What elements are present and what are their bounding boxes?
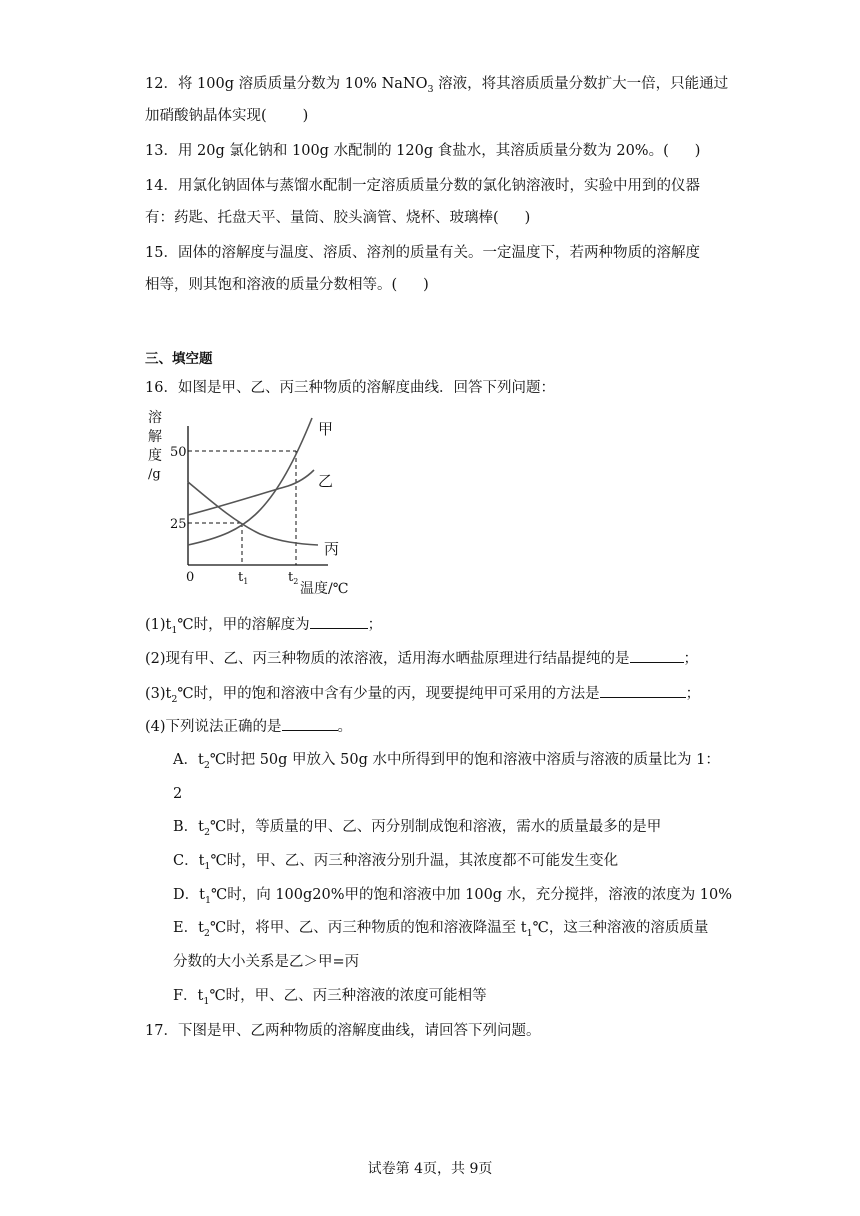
- q16-option-a-line2: 2: [173, 786, 183, 802]
- q16-option-d-text: D．t: [173, 887, 205, 903]
- q16-option-f-text: F．t: [173, 988, 204, 1004]
- graph-ylabel-3: /g: [148, 467, 161, 482]
- q16-p4-text: (4)下列说法正确的是: [145, 719, 282, 735]
- q13-text: 13．用 20g 氯化钠和 100g 水配制的 120g 食盐水，其溶质质量分数为 20%。(: [145, 143, 669, 159]
- q12-subscript: 3: [427, 83, 434, 95]
- solubility-graph: [140, 406, 349, 598]
- q16-option-d-sub: 1: [204, 894, 211, 906]
- q16-part4: [145, 716, 352, 737]
- graph-ylabel-2: 度: [148, 448, 162, 464]
- q16-option-e: [173, 918, 708, 938]
- q16-option-b-sub: 2: [203, 826, 211, 838]
- q16-option-c-sub: 1: [204, 860, 211, 872]
- q16-option-e-sub: 2: [203, 927, 210, 939]
- q16-p3-blank[interactable]: [600, 683, 686, 698]
- graph-origin: 0: [186, 570, 195, 585]
- q16-p2-blank[interactable]: [630, 648, 684, 663]
- q14-text: 14．用氯化钠固体与蒸馏水配制一定溶质质量分数的氯化钠溶液时，实验中用到的仪器: [145, 178, 700, 194]
- curve-bing: [188, 482, 318, 545]
- q16-option-d-text-cont: ℃时，向 100g20%甲的饱和溶液中加 100g 水，充分搅拌，溶液的浓度为 10%: [211, 887, 733, 903]
- q12-line1: [145, 74, 728, 94]
- q16-option-f-sub: 1: [203, 995, 210, 1007]
- q16-option-e-text-cont: ℃，这三种溶液的溶质质量: [532, 920, 709, 936]
- q16-p1-end: ；: [367, 617, 383, 633]
- q12-paren-close: ): [302, 108, 309, 124]
- q16-part3: [145, 683, 700, 704]
- graph-y50: 50: [170, 445, 187, 460]
- q13-line: [145, 141, 700, 161]
- q16-option-a-text: A．t: [173, 752, 204, 768]
- q16-option-a: [173, 750, 720, 770]
- q16-p4-blank[interactable]: [282, 716, 338, 731]
- q16-option-c: [173, 851, 618, 871]
- q16-option-e-sub2: 1: [526, 927, 533, 939]
- q14-line1: [145, 176, 700, 196]
- q16-p1-text-cont: ℃时，甲的溶解度为: [177, 617, 310, 633]
- q16-option-e-line2: 分数的大小关系是乙＞甲=丙: [173, 954, 360, 970]
- graph-ylabel-1: 解: [148, 429, 162, 445]
- q16-p1-blank[interactable]: [310, 614, 368, 629]
- q16-p1-text: (1)t: [145, 617, 172, 633]
- q16-option-b-text-cont: ℃时，等质量的甲、乙、丙分别制成饱和溶液，需水的质量最多的是甲: [210, 819, 662, 835]
- q12-text-cont: 溶液，将其溶质质量分数扩大一倍，只能通过: [433, 76, 729, 92]
- graph-t1: $t_1$: [238, 570, 249, 586]
- q16-option-a-text-cont: ℃时把 50g 甲放入 50g 水中所得到甲的饱和溶液中溶质与溶液的质量比为 1：: [209, 752, 720, 768]
- q14-text-line2: 有：药匙、托盘天平、量筒、胶头滴管、烧杯、玻璃棒(: [145, 210, 499, 226]
- graph-label-yi: 乙: [318, 472, 334, 490]
- q16-p3-sub: 2: [171, 693, 178, 705]
- q16-option-c-text: C．t: [173, 853, 205, 869]
- q14-line2: [145, 208, 530, 228]
- q16-option-e-text-mid: ℃时，将甲、乙、丙三种物质的饱和溶液降温至 t: [209, 920, 527, 936]
- q16-option-d: [173, 885, 732, 905]
- q16-p1-sub: 1: [171, 624, 178, 636]
- q16-intro: 16．如图是甲、乙、丙三种物质的溶解度曲线．回答下列问题：: [145, 380, 555, 396]
- curve-yi: [188, 470, 314, 515]
- q16-option-c-text-cont: ℃时，甲、乙、丙三种溶液分别升温，其浓度都不可能发生变化: [210, 853, 619, 869]
- q16-option-b: [173, 817, 661, 837]
- q16-option-e-text: E．t: [173, 920, 204, 936]
- page-footer: 试卷第 4页，共 9页: [367, 1161, 493, 1177]
- q13-paren-close: ): [694, 143, 701, 159]
- q16-p2-end: ；: [683, 651, 699, 667]
- graph-ylabel-0: 溶: [148, 410, 162, 426]
- q12-line2: [145, 106, 308, 126]
- q14-paren-close: ): [524, 210, 531, 226]
- q16-option-f-text-cont: ℃时，甲、乙、丙三种溶液的浓度可能相等: [209, 988, 487, 1004]
- q16-p3-end: ；: [685, 686, 701, 702]
- q16-option-f: [173, 986, 487, 1006]
- q16-p2-text: (2)现有甲、乙、丙三种物质的浓溶液，适用海水晒盐原理进行结晶提纯的是: [145, 651, 630, 667]
- q16-option-b-text: B．t: [173, 819, 204, 835]
- curve-jia: [188, 418, 312, 545]
- q16-p3-text-cont: ℃时，甲的饱和溶液中含有少量的丙，现要提纯甲可采用的方法是: [177, 686, 600, 702]
- q12-text: 12．将 100g 溶质质量分数为 10% NaNO: [145, 76, 428, 92]
- q16-p3-text: (3)t: [145, 686, 172, 702]
- q17-text: 17．下图是甲、乙两种物质的溶解度曲线，请回答下列问题。: [145, 1023, 541, 1039]
- q15-line2: [145, 275, 429, 295]
- graph-y25: 25: [170, 517, 187, 532]
- q16-part1: [145, 614, 382, 635]
- graph-label-bing: 丙: [324, 540, 340, 558]
- q12-text-line2: 加硝酸钠晶体实现(: [145, 108, 267, 124]
- graph-label-jia: 甲: [318, 420, 334, 438]
- q16-option-a-sub: 2: [203, 759, 210, 771]
- q15-text-line2: 相等，则其饱和溶液的质量分数相等。(: [145, 277, 398, 293]
- q16-part2: [145, 648, 698, 669]
- graph-t2: $t_2$: [288, 570, 299, 586]
- q16-p4-end: 。: [337, 719, 353, 735]
- q15-text: 15．固体的溶解度与温度、溶质、溶剂的质量有关。一定温度下，若两种物质的溶解度: [145, 245, 700, 261]
- graph-xlabel: 温度/℃: [300, 581, 349, 597]
- q15-paren-close: ): [423, 277, 429, 293]
- section-heading: 三、填空题: [145, 351, 213, 367]
- q15-line1: [145, 243, 700, 263]
